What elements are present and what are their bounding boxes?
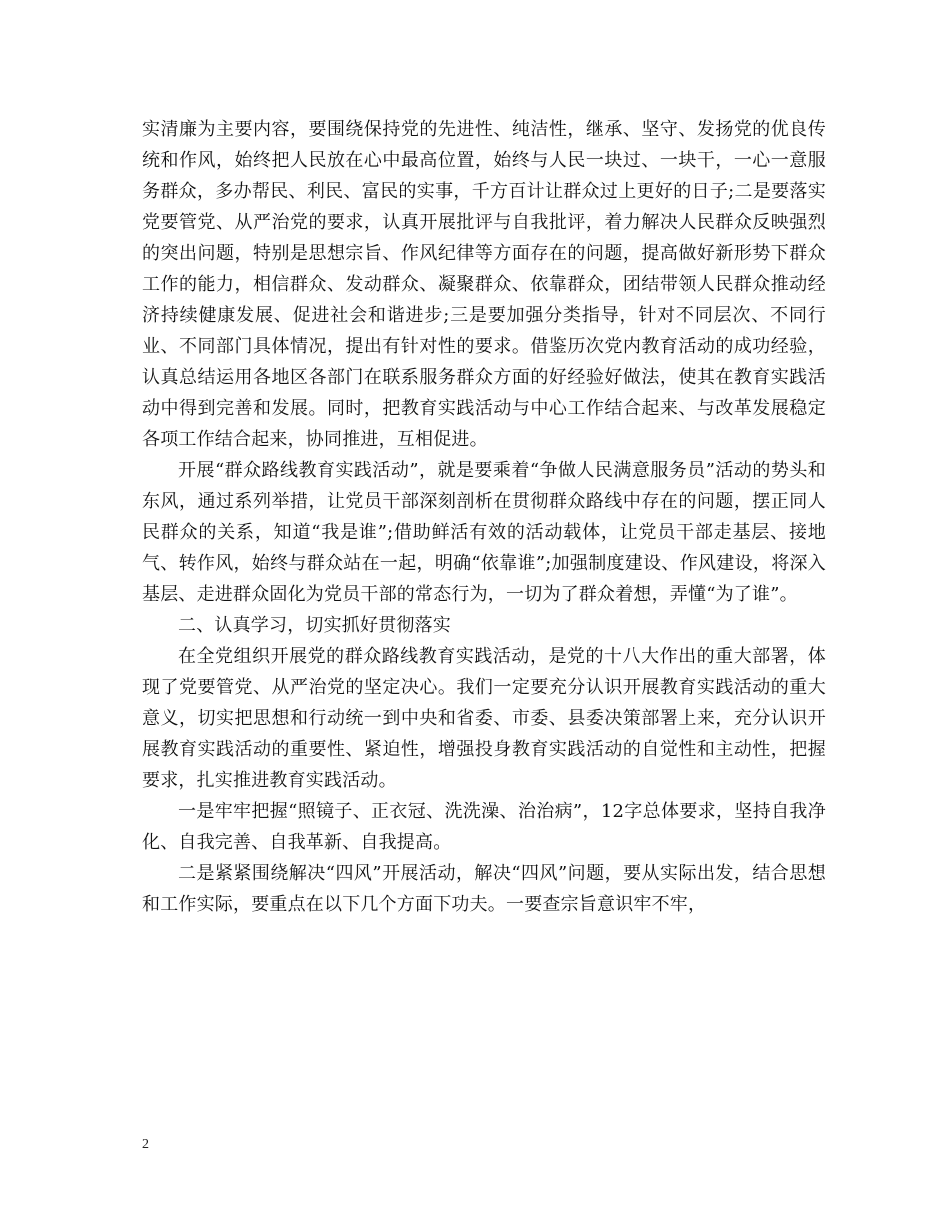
section-heading: 二、认真学习，切实抓好贯彻落实 [178,615,451,636]
paragraph-5: 二是紧紧围绕解决“四风”开展活动，解决“四风”问题，要从实际出发，结合思想和工作实际，要重点在以下几个方面下功夫。一要查宗旨意识牢不牢， [142,863,826,915]
paragraph-3: 在全党组织开展党的群众路线教育实践活动，是党的十八大作出的重大部署，体现了党要管党、从严治党的坚定决心。我们一定要充分认识开展教育实践活动的重大意义，切实把思想和行动统一到中央和省委、市委、县委决策部署上来，充分认识开展教育实践活动的重要性、紧迫性，增强投身教育实践活动的自觉性和主动性，把握要求，扎实推进教育实践活动。 [142,646,826,791]
paragraph-4: 一是牢牢把握“照镜子、正衣冠、洗洗澡、治治病”，12字总体要求，坚持自我净化、自我完善、自我革新、自我提高。 [142,801,826,853]
document-body [142,114,826,920]
paragraph-1: 实清廉为主要内容，要围绕保持党的先进性、纯洁性，继承、坚守、发扬党的优良传统和作风，始终把人民放在心中最高位置，始终与人民一块过、一块干，一心一意服务群众，多办帮民、利民、富民的实事，千方百计让群众过上更好的日子;二是要落实党要管党、从严治党的要求，认真开展批评与自我批评，着力解决人民群众反映强烈的突出问题，特别是思想宗旨、作风纪律等方面存在的问题，提高做好新形势下群众工作的能力，相信群众、发动群众、凝聚群众、依靠群众，团结带领人民群众推动经济持续健康发展、促进社会和谐进步;三是要加强分类指导，针对不同层次、不同行业、不同部门具体情况，提出有针对性的要求。借鉴历次党内教育活动的成功经验，认真总结运用各地区各部门在联系服务群众方面的好经验好做法，使其在教育实践活动中得到完善和发展。同时，把教育实践活动与中心工作结合起来、与改革发展稳定各项工作结合起来，协同推进，互相促进。 [142,119,826,450]
page-number: 2 [142,1137,149,1152]
paragraph-2: 开展“群众路线教育实践活动”，就是要乘着“争做人民满意服务员”活动的势头和东风，通过系列举措，让党员干部深刻剖析在贯彻群众路线中存在的问题，摆正同人民群众的关系，知道“我是谁”;借助鲜活有效的活动载体，让党员干部走基层、接地气、转作风，始终与群众站在一起，明确“依靠谁”;加强制度建设、作风建设，将深入基层、走进群众固化为党员干部的常态行为，一切为了群众着想，弄懂“为了谁”。 [142,460,826,605]
